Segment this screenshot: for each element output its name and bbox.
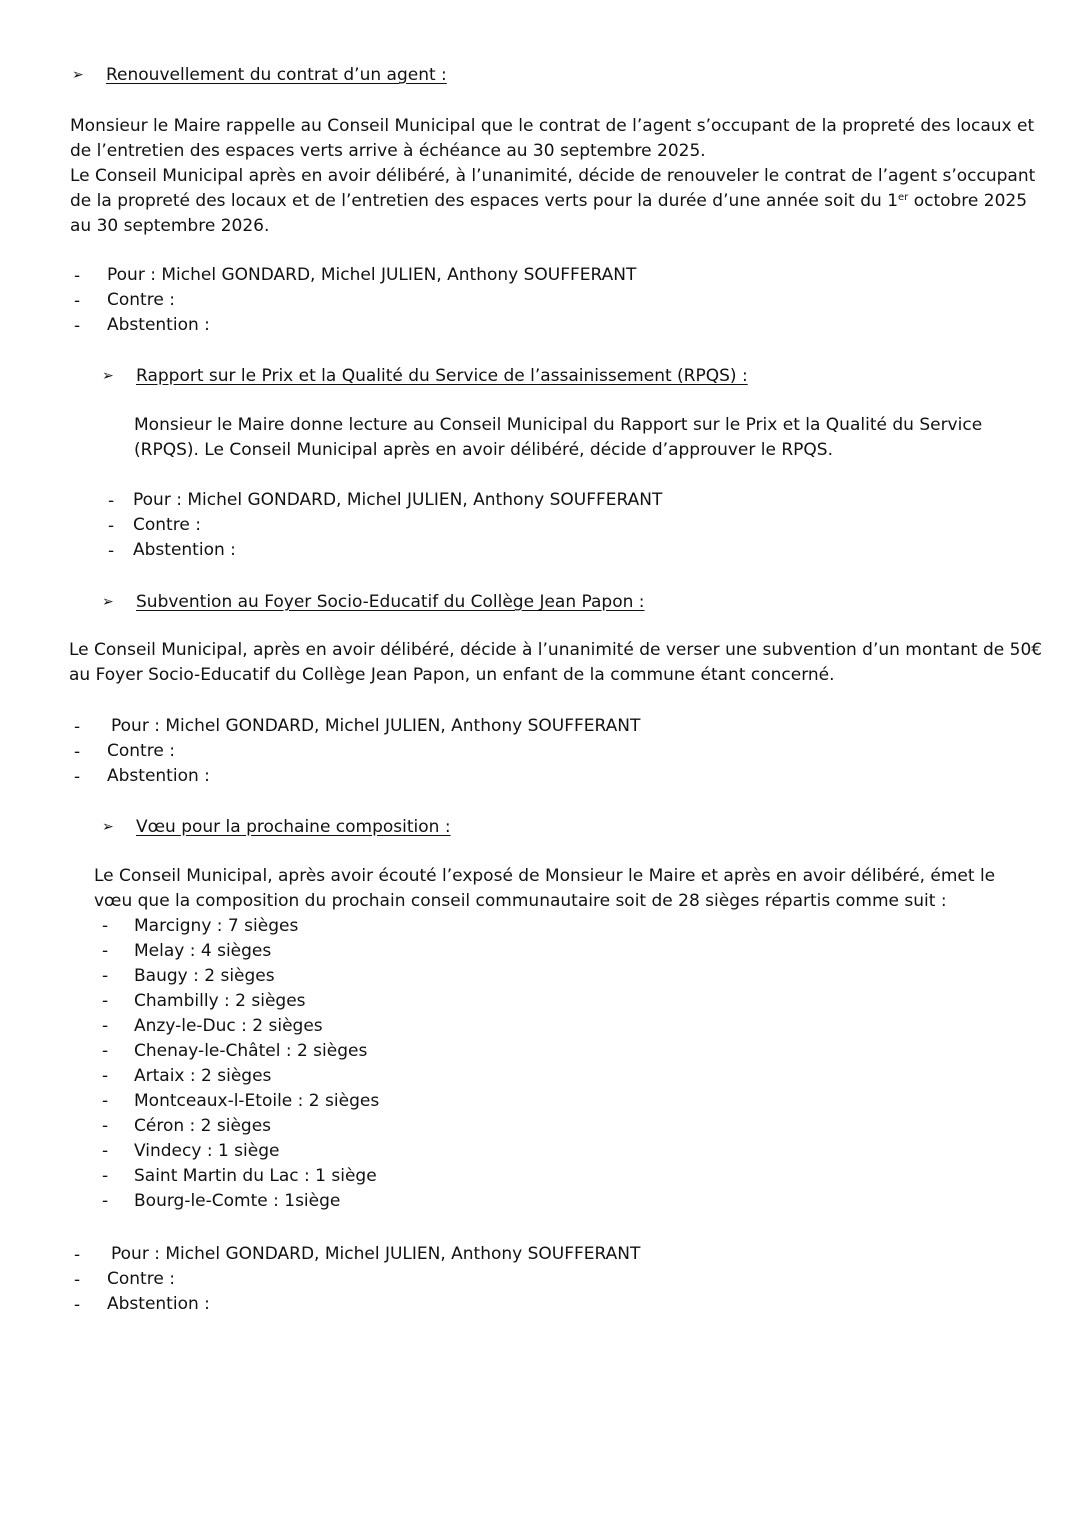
vote-pour: Pour : Michel GONDARD, Michel JULIEN, Anthony SOUFFERANT: [111, 716, 641, 736]
section-1-heading: [72, 63, 447, 88]
seat-entry: Chenay-le-Châtel : 2 sièges: [134, 1041, 368, 1061]
dash-bullet-icon: -: [74, 1295, 81, 1315]
vote-pour: Pour : Michel GONDARD, Michel JULIEN, Anthony SOUFFERANT: [133, 490, 663, 510]
paragraph-line: au 30 septembre 2026.: [70, 216, 270, 236]
dash-bullet-icon: -: [102, 1041, 109, 1061]
dash-bullet-icon: -: [74, 767, 81, 787]
paragraph-line: au Foyer Socio-Educatif du Collège Jean Papon, un enfant de la commune étant concerné.: [69, 665, 835, 685]
section-3-heading: [102, 590, 645, 615]
dash-bullet-icon: -: [74, 266, 81, 286]
seat-entry: Bourg-le-Comte : 1siège: [134, 1191, 341, 1211]
dash-bullet-icon: -: [74, 1270, 81, 1290]
dash-bullet-icon: -: [108, 541, 115, 561]
vote-pour: Pour : Michel GONDARD, Michel JULIEN, Anthony SOUFFERANT: [107, 265, 637, 285]
seat-entry: Marcigny : 7 sièges: [134, 916, 299, 936]
seat-entry: Artaix : 2 sièges: [134, 1066, 272, 1086]
dash-bullet-icon: -: [74, 717, 81, 737]
paragraph-line: Le Conseil Municipal après en avoir délibéré, à l’unanimité, décide de renouveler le contrat de l’agent s’occupant: [70, 166, 1036, 186]
dash-bullet-icon: -: [108, 516, 115, 536]
vote-contre: Contre :: [107, 1269, 175, 1289]
dash-bullet-icon: -: [102, 916, 109, 936]
dash-bullet-icon: -: [102, 1091, 109, 1111]
arrow-bullet-icon: ➢: [102, 819, 114, 835]
seat-entry: Vindecy : 1 siège: [134, 1141, 280, 1161]
dash-bullet-icon: -: [74, 742, 81, 762]
paragraph-text: de la propreté des locaux et de l’entretien des espaces verts pour la durée d’une année soit du 1: [70, 191, 899, 211]
vote-contre: Contre :: [107, 741, 175, 761]
dash-bullet-icon: -: [102, 1116, 109, 1136]
vote-abstention: Abstention :: [107, 766, 210, 786]
section-2-title: Rapport sur le Prix et la Qualité du Service de l’assainissement (RPQS) :: [136, 366, 748, 386]
section-2-heading: [102, 364, 748, 389]
seat-entry: Chambilly : 2 sièges: [134, 991, 306, 1011]
section-4-paragraph: [94, 864, 998, 914]
seat-entry: Céron : 2 sièges: [134, 1116, 272, 1136]
dash-bullet-icon: -: [102, 966, 109, 986]
section-3-title: Subvention au Foyer Socio-Educatif du Collège Jean Papon :: [136, 592, 645, 612]
dash-bullet-icon: -: [102, 1191, 109, 1211]
vote-abstention: Abstention :: [107, 1294, 210, 1314]
vote-abstention: Abstention :: [133, 540, 236, 560]
seat-entry: Saint Martin du Lac : 1 siège: [134, 1166, 377, 1186]
arrow-bullet-icon: ➢: [102, 594, 114, 610]
section-1-paragraph: [70, 114, 1036, 239]
dash-bullet-icon: -: [102, 1016, 109, 1036]
dash-bullet-icon: -: [74, 291, 81, 311]
paragraph-text: octobre 2025: [908, 191, 1028, 211]
paragraph-line: Monsieur le Maire rappelle au Conseil Municipal que le contrat de l’agent s’occupant de la propreté des locaux et: [70, 116, 1035, 136]
paragraph-line: vœu que la composition du prochain conseil communautaire soit de 28 sièges répartis comme suit :: [94, 891, 947, 911]
vote-abstention: Abstention :: [107, 315, 210, 335]
dash-bullet-icon: -: [102, 1141, 109, 1161]
dash-bullet-icon: -: [102, 1066, 109, 1086]
paragraph-line: (RPQS). Le Conseil Municipal après en avoir délibéré, décide d’approuver le RPQS.: [134, 440, 834, 460]
dash-bullet-icon: -: [102, 941, 109, 961]
dash-bullet-icon: -: [102, 1166, 109, 1186]
seat-entry: Montceaux-l-Etoile : 2 sièges: [134, 1091, 380, 1111]
vote-contre: Contre :: [107, 290, 175, 310]
section-1-title: Renouvellement du contrat d’un agent :: [106, 65, 447, 85]
seat-entry: Anzy-le-Duc : 2 sièges: [134, 1016, 323, 1036]
seat-entry: Baugy : 2 sièges: [134, 966, 275, 986]
paragraph-line: Monsieur le Maire donne lecture au Conseil Municipal du Rapport sur le Prix et la Qualité du Service: [134, 415, 983, 435]
dash-bullet-icon: -: [108, 491, 115, 511]
dash-bullet-icon: -: [74, 1245, 81, 1265]
arrow-bullet-icon: ➢: [102, 368, 114, 384]
dash-bullet-icon: -: [74, 316, 81, 336]
ordinal-superscript: er: [898, 192, 909, 203]
vote-pour: Pour : Michel GONDARD, Michel JULIEN, Anthony SOUFFERANT: [111, 1244, 641, 1264]
section-4-heading: [102, 815, 451, 840]
section-2-paragraph: [134, 413, 998, 463]
section-3-paragraph: [69, 638, 1043, 688]
paragraph-line: Le Conseil Municipal, après en avoir délibéré, décide à l’unanimité de verser une subvention d’un montant de 50€: [69, 640, 1043, 660]
paragraph-line: Le Conseil Municipal, après avoir écouté l’exposé de Monsieur le Maire et après en avoir délibéré, émet le: [94, 866, 996, 886]
section-4-title: Vœu pour la prochaine composition :: [136, 817, 451, 837]
vote-contre: Contre :: [133, 515, 201, 535]
dash-bullet-icon: -: [102, 991, 109, 1011]
paragraph-line: de l’entretien des espaces verts arrive à échéance au 30 septembre 2025.: [70, 141, 706, 161]
arrow-bullet-icon: ➢: [72, 67, 84, 83]
paragraph-line: [70, 189, 1028, 214]
seat-entry: Melay : 4 sièges: [134, 941, 272, 961]
